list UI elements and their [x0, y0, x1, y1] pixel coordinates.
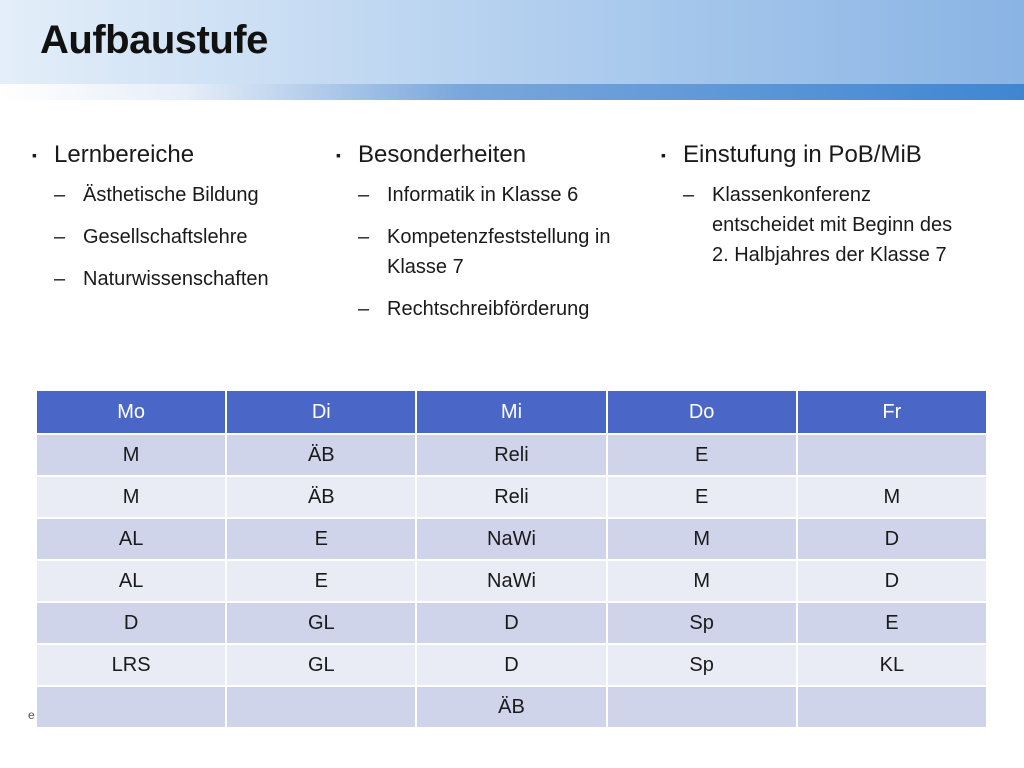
- heading-text: Lernbereiche: [54, 141, 195, 168]
- table-cell: ÄB: [226, 476, 416, 518]
- heading-text: Besonderheiten: [358, 141, 527, 168]
- sub-item-text: Informatik in Klasse 6: [387, 184, 579, 206]
- bullet-square-icon: ▪: [336, 147, 341, 163]
- dash-icon: –: [683, 184, 695, 206]
- table-cell: LRS: [36, 644, 226, 686]
- sub-item-text: Kompetenzfeststellung in Klasse 7: [387, 226, 611, 278]
- table-cell: E: [607, 476, 797, 518]
- table-cell: GL: [226, 644, 416, 686]
- page-title: Aufbaustufe: [40, 18, 268, 62]
- table-cell: [797, 434, 987, 476]
- sub-item-text: Klassenkonferenz entscheidet mit Beginn des 2. Halbjahres der Klasse 7: [712, 184, 953, 266]
- table-cell: Reli: [416, 476, 606, 518]
- table-cell: D: [416, 644, 606, 686]
- table-cell: [36, 686, 226, 728]
- column-einstufung: [661, 138, 961, 282]
- table-row: [36, 602, 987, 644]
- table-row: [36, 686, 987, 728]
- table-cell: M: [36, 476, 226, 518]
- sub-item: [54, 180, 322, 210]
- table-cell: Sp: [607, 602, 797, 644]
- table-cell: Sp: [607, 644, 797, 686]
- table-row: [36, 560, 987, 602]
- table-cell: KL: [797, 644, 987, 686]
- table-row: [36, 518, 987, 560]
- table-cell: NaWi: [416, 560, 606, 602]
- sub-item-text: Rechtschreibförderung: [387, 298, 590, 320]
- table-row: [36, 434, 987, 476]
- header-cell-fr: Fr: [797, 390, 987, 434]
- table-cell: [607, 686, 797, 728]
- table-cell: D: [797, 518, 987, 560]
- bullet-heading: [661, 138, 961, 172]
- header-cell-do: Do: [607, 390, 797, 434]
- sub-item-text: Naturwissenschaften: [83, 268, 269, 290]
- table-cell: ÄB: [416, 686, 606, 728]
- table-cell: AL: [36, 560, 226, 602]
- table-cell: M: [797, 476, 987, 518]
- table-cell: AL: [36, 518, 226, 560]
- table-cell: Reli: [416, 434, 606, 476]
- sub-item: [54, 222, 322, 252]
- sub-item: [683, 180, 953, 270]
- dash-icon: –: [358, 226, 370, 248]
- sub-item: [358, 222, 636, 282]
- bullet-heading: [336, 138, 636, 172]
- column-lernbereiche: [32, 138, 322, 306]
- dash-icon: –: [358, 184, 370, 206]
- table-cell: D: [416, 602, 606, 644]
- table-cell: M: [607, 560, 797, 602]
- table-cell: GL: [226, 602, 416, 644]
- dash-icon: –: [54, 226, 66, 248]
- title-accent-bar: [0, 84, 1024, 100]
- header-cell-mo: Mo: [36, 390, 226, 434]
- dash-icon: –: [358, 298, 370, 320]
- sub-item: [54, 264, 322, 294]
- dash-icon: –: [54, 268, 66, 290]
- header-cell-di: Di: [226, 390, 416, 434]
- sub-item: [358, 180, 636, 210]
- table-cell: ÄB: [226, 434, 416, 476]
- column-besonderheiten: [336, 138, 636, 336]
- table-cell: NaWi: [416, 518, 606, 560]
- table-row: [36, 644, 987, 686]
- table-cell: E: [607, 434, 797, 476]
- timetable: [35, 389, 988, 729]
- sub-item-text: Gesellschaftslehre: [83, 226, 248, 248]
- sub-item: [358, 294, 636, 324]
- dash-icon: –: [54, 184, 66, 206]
- table-cell: E: [797, 602, 987, 644]
- table-cell: D: [797, 560, 987, 602]
- table-cell: [226, 686, 416, 728]
- bullet-square-icon: ▪: [661, 147, 666, 163]
- bullet-heading: [32, 138, 322, 172]
- sub-item-text: Ästhetische Bildung: [83, 184, 259, 206]
- table-cell: [797, 686, 987, 728]
- bullet-square-icon: ▪: [32, 147, 37, 163]
- table-cell: M: [607, 518, 797, 560]
- header-cell-mi: Mi: [416, 390, 606, 434]
- footer-fragment: e: [28, 708, 35, 722]
- table-cell: D: [36, 602, 226, 644]
- heading-text: Einstufung in PoB/MiB: [683, 141, 922, 168]
- table-cell: M: [36, 434, 226, 476]
- table-cell: E: [226, 560, 416, 602]
- table-cell: E: [226, 518, 416, 560]
- table-header-row: [36, 390, 987, 434]
- table-row: [36, 476, 987, 518]
